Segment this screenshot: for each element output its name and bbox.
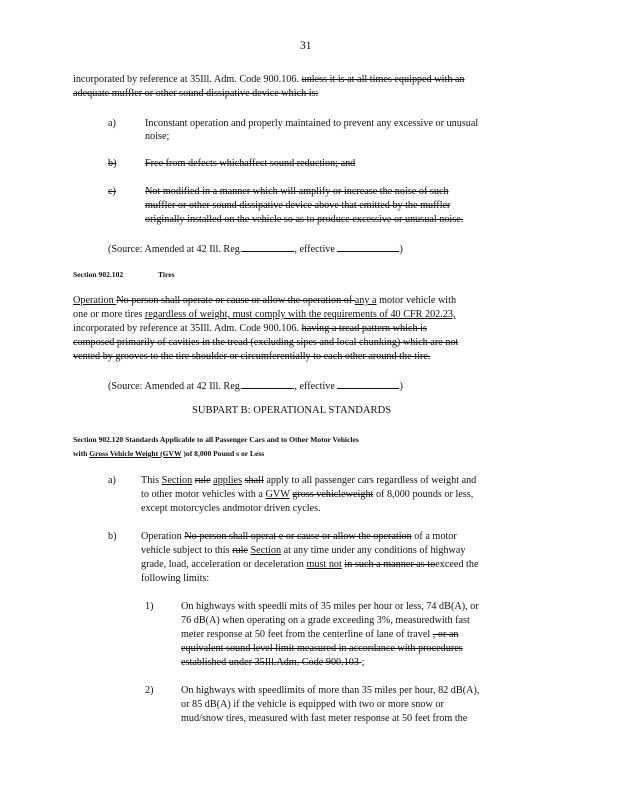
- source-note: (Source: Amended at 42 Ill. Reg. , effective ): [108, 241, 403, 256]
- paragraph-line: adequate muffler or other sound dissipative device which is:: [73, 88, 319, 99]
- list-item-line: except motorcycles andmotor driven cycles.: [141, 503, 321, 514]
- list-item-line: equivalent sound level limit measured in accordance with procedures: [181, 643, 463, 654]
- list-item-line: 76 dB(A) when operating on a grade exceeding 3%, measuredwith fast: [181, 615, 470, 626]
- list-item-line: Inconstant operation and properly maintained to prevent any excessive or unusual: [145, 118, 479, 129]
- paragraph-line: incorporated by reference at 35Ill. Adm. Code 900.106. unless it is at all times equipped with an: [73, 74, 465, 85]
- list-label: 1): [145, 601, 154, 612]
- list-item-line: mud/snow tires, measured with fast meter response at 50 feet from the: [181, 713, 468, 724]
- list-item-line: following limits:: [141, 573, 210, 584]
- paragraph-line: one or more tires regardless of weight, must comply with the requirements of 40 CFR 202.23,: [73, 309, 456, 320]
- list-label: c): [108, 186, 116, 197]
- list-item-line: Free from defects whichaffect sound reduction; and: [145, 158, 356, 169]
- source-note: (Source: Amended at 42 Ill. Reg. , effective ): [108, 378, 403, 393]
- list-label: 2): [145, 685, 154, 696]
- paragraph-line: Operation No person shall operate or cause or allow the operation of any a motor vehicle with: [73, 295, 457, 306]
- list-item-line: or 85 dB(A) if the vehicle is equipped with two or more snow or: [181, 699, 444, 710]
- list-item-line: On highways with speedli mits of 35 miles per hour or less, 74 dB(A), or: [181, 601, 479, 612]
- page-number: 31: [300, 40, 312, 52]
- list-label: a): [108, 118, 116, 129]
- list-item-line: established under 35Ill.Adm. Code 900.103 ;: [181, 657, 365, 668]
- list-item-line: originally installed on the vehicle so as to produce excessive or unusual noise.: [145, 214, 464, 225]
- list-item-line: meter response at 50 feet from the centerline of lane of travel , or an: [181, 629, 459, 640]
- list-item-line: On highways with speedlimits of more than 35 miles per hour, 82 dB(A),: [181, 685, 480, 696]
- section-heading-line: with Gross Vehicle Weight (GVW )of 8,000 Pound s or Less: [73, 449, 265, 458]
- paragraph-line: composed primarily of cavities in the tread (excluding sipes and local chunking) which are not: [73, 337, 459, 348]
- list-item-line: noise;: [145, 131, 170, 142]
- section-number: Section 902.102: [73, 270, 124, 279]
- list-item-line: Not modified in a manner which will amplify or increase the noise of such: [145, 186, 449, 197]
- list-item-line: grade, load, acceleration or deceleration must not in such a manner as toexceed the: [141, 559, 479, 570]
- paragraph-line: vented by grooves to the tire shoulder or circumferentially to each other around the tire.: [73, 351, 431, 362]
- section-heading-line: Section 902.120 Standards Applicable to all Passenger Cars and to Other Motor Vehicles: [73, 435, 359, 444]
- list-label: b): [108, 158, 117, 169]
- list-label: a): [108, 475, 116, 486]
- list-item-line: to other motor vehicles with a GVW gross vehicleweight of 8,000 pounds or less,: [141, 489, 474, 500]
- section-title: Tires: [158, 270, 175, 279]
- list-label: b): [108, 531, 117, 542]
- paragraph-line: incorporated by reference at 35Ill. Adm. Code 900.106. having a tread pattern which is: [73, 323, 427, 334]
- list-item-line: vehicle subject to this rule Section at any time under any conditions of highway: [141, 545, 466, 556]
- list-item-line: Operation No person shall operat e or cause or allow the operation of a motor: [141, 531, 457, 542]
- list-item-line: muffler or other sound dissipative device above that emitted by the muffler: [145, 200, 451, 211]
- list-item-line: This Section rule applies shall apply to all passenger cars regardless of weight and: [141, 475, 477, 486]
- subpart-heading: SUBPART B: OPERATIONAL STANDARDS: [192, 405, 392, 416]
